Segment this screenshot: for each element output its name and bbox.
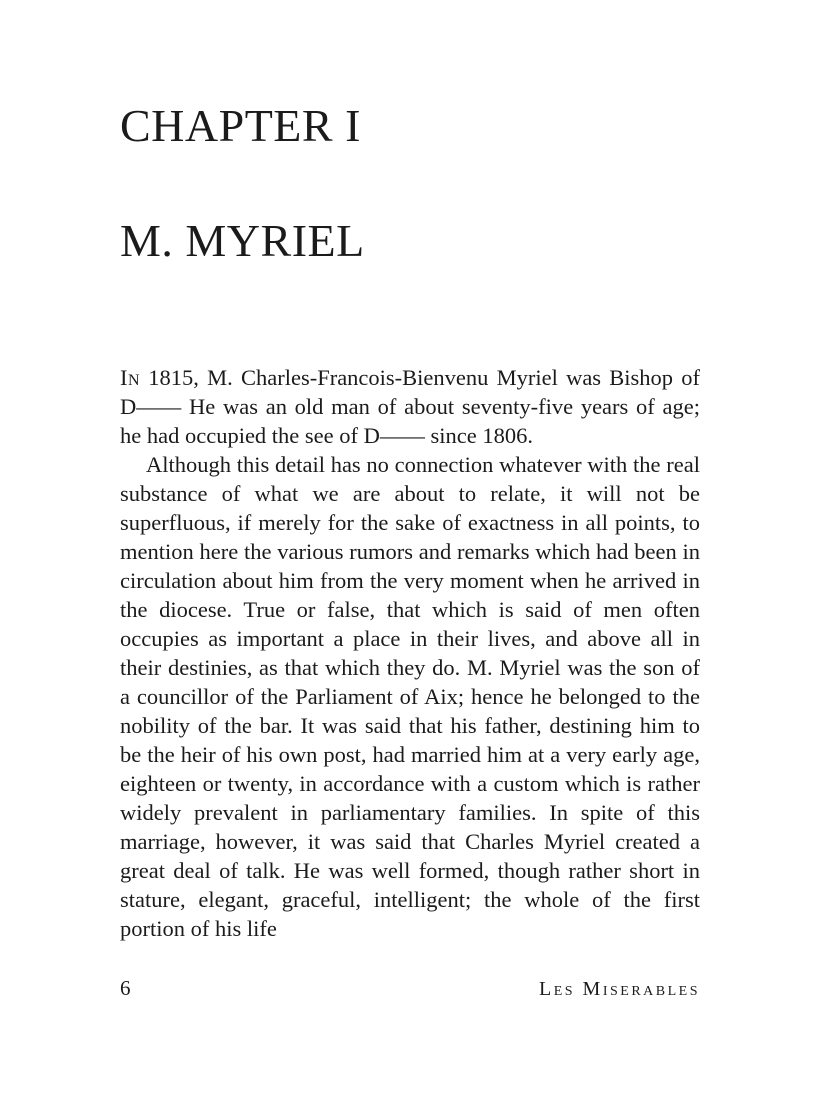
paragraph: Although this detail has no connection whatever with the real substance of what we are about to relate, it will not be superfluous, if merely for the sake of exactness in all points, to mention here the various rumors and remarks which had been in circulation about him from the very moment when he arrived in the diocese. True or false, that which is said of men often occupies as important a place in their lives, and above all in their destinies, as that which they do. M. Myriel was the son of a councillor of the Parliament of Aix; hence he belonged to the nobility of the bar. It was said that his father, destining him to be the heir of his own post, had married him at a very early age, eighteen or twenty, in accordance with a custom which is rather widely prevalent in parliamentary families. In spite of this marriage, however, it was said that Charles Myriel created a great deal of talk. He was well formed, though rather short in stature, elegant, graceful, intelligent; the whole of the first portion of his life bbox=[120, 452, 700, 941]
chapter-subheading: M. MYRIEL bbox=[120, 215, 365, 266]
smallcaps-lead: In bbox=[120, 365, 141, 390]
running-title: Les Miserables bbox=[538, 978, 700, 1000]
paragraph-text: 1815, M. Charles-Francois-Bienvenu Myriel was Bishop of D—— He was an old man of about seventy-five years of age; he had occupied the see of D—— since 1806. bbox=[120, 365, 700, 448]
chapter-heading: CHAPTER I bbox=[120, 100, 361, 151]
page-number: 6 bbox=[120, 976, 131, 1000]
paragraph bbox=[120, 363, 700, 450]
body-text bbox=[120, 363, 700, 943]
page-footer bbox=[120, 976, 700, 1001]
